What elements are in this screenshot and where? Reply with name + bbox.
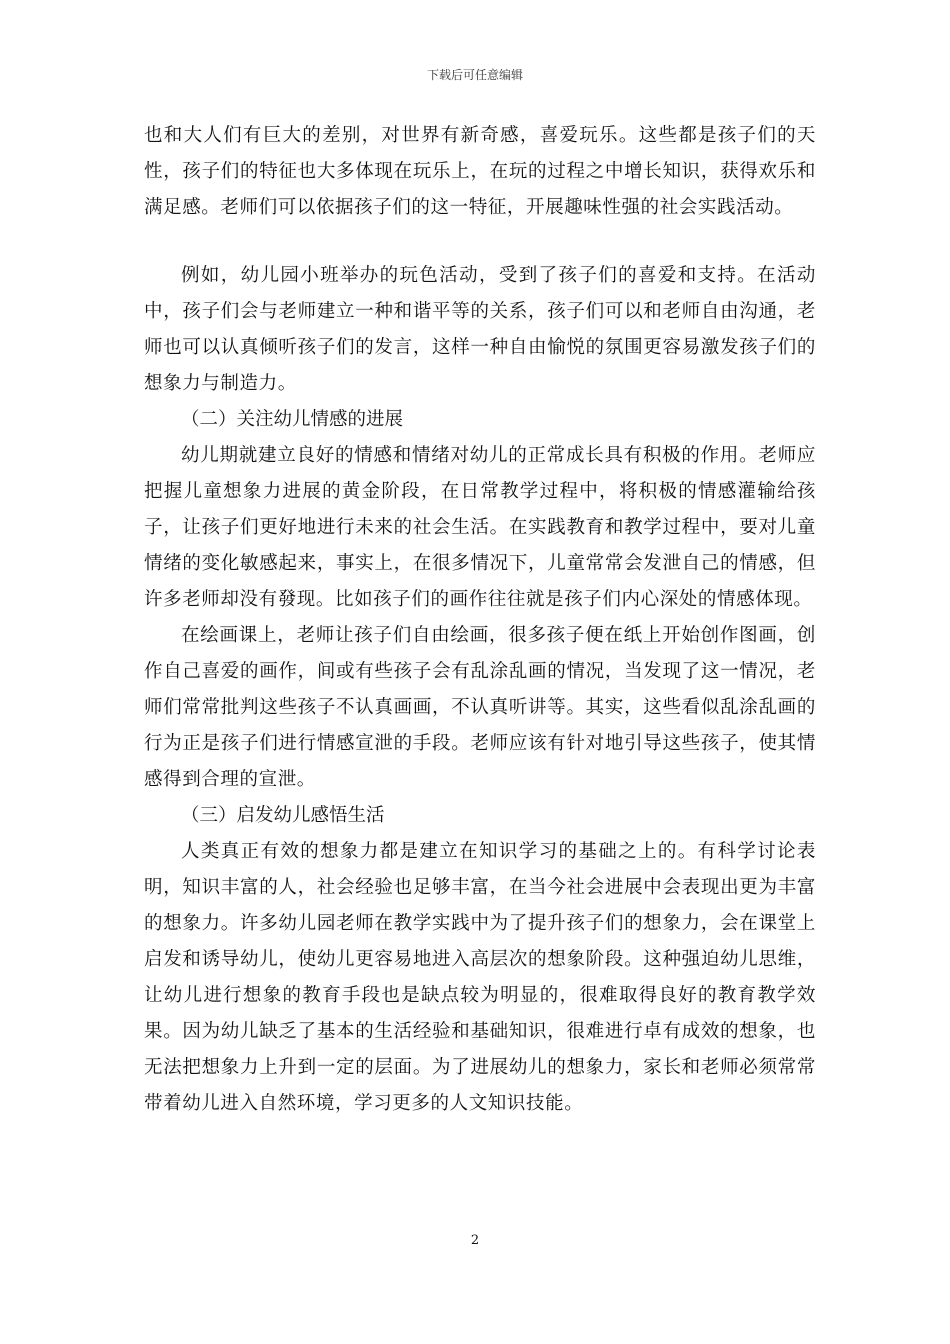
paragraph-spacer	[144, 226, 816, 258]
section-heading-2: （二）关注幼儿情感的进展	[181, 409, 404, 430]
page-header: 下载后可任意编辑	[426, 68, 523, 82]
paragraph-1: 也和大人们有巨大的差别，对世界有新奇感，喜爱玩乐。这些都是孩子们的天性，孩子们的特征也大多体现在玩乐上，在玩的过程之中增长知识，获得欢乐和满足感。老师们可以依据孩子们的这一特征，开展趣味性强的社会实践活动。	[144, 125, 816, 218]
paragraph-4: 在绘画课上，老师让孩子们自由绘画，很多孩子便在纸上开始创作图画，创作自己喜爱的画作，间或有些孩子会有乱涂乱画的情况，当发现了这一情况，老师们常常批判这些孩子不认真画画，不认真听讲等。其实，这些看似乱涂乱画的行为正是孩子们进行情感宣泄的手段。老师应该有针对地引导这些孩子，使其情感得到合理的宣泄。	[144, 625, 816, 790]
paragraph-2: 例如，幼儿园小班举办的玩色活动，受到了孩子们的喜爱和支持。在活动中，孩子们会与老师建立一种和谐平等的关系，孩子们可以和老师自由沟通，老师也可以认真倾听孩子们的发言，这样一种自由愉悦的氛围更容易激发孩子们的想象力与制造力。	[144, 265, 816, 394]
paragraph-3: 幼儿期就建立良好的情感和情绪对幼儿的正常成长具有积极的作用。老师应把握儿童想象力进展的黄金阶段，在日常教学过程中，将积极的情感灌输给孩子，让孩子们更好地进行未来的社会生活。在实践教育和教学过程中，要对儿童情绪的变化敏感起来，事实上，在很多情况下，儿童常常会发泄自己的情感，但许多老师却没有發现。比如孩子们的画作往往就是孩子们内心深处的情感体现。	[144, 445, 816, 610]
document-body	[144, 118, 816, 1122]
section-heading-3: （三）启发幼儿感悟生活	[181, 805, 385, 826]
paragraph-5: 人类真正有效的想象力都是建立在知识学习的基础之上的。有科学讨论表明，知识丰富的人，社会经验也足够丰富，在当今社会进展中会表现出更为丰富的想象力。许多幼儿园老师在教学实践中为了提升孩子们的想象力，会在课堂上启发和诱导幼儿，使幼儿更容易地进入高层次的想象阶段。这种强迫幼儿思维，让幼儿进行想象的教育手段也是缺点较为明显的，很难取得良好的教育教学效果。因为幼儿缺乏了基本的生活经验和基础知识，很难进行卓有成效的想象，也无法把想象力上升到一定的层面。为了进展幼儿的想象力，家长和老师必须常常带着幼儿进入自然环境，学习更多的人文知识技能。	[144, 841, 816, 1114]
page-number: 2	[470, 1233, 480, 1248]
